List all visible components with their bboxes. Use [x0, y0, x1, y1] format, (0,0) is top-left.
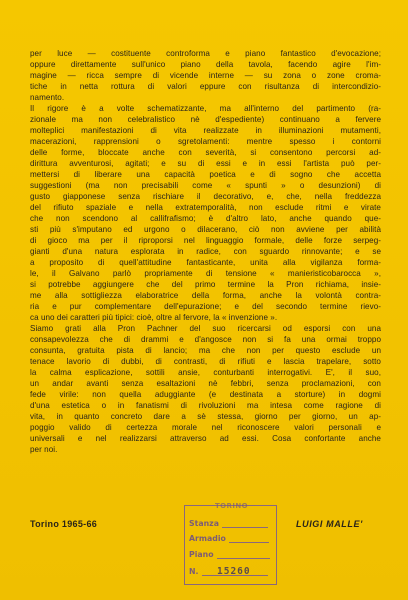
text-line: magine — ricca sempre di vicende interne — su zona o zone croma-	[30, 71, 381, 80]
text-line: dirittura avventurosi, agitati; e su di essi e in essi l'artista può per-	[30, 159, 381, 168]
essay-paragraph	[30, 103, 381, 323]
text-line: gusto giapponese senza rischiare il decorativo, e, che, nella freddezza	[30, 192, 381, 201]
text-line: Il rigore è a volte schematizzante, ma all'interno del partimento (ra-	[30, 104, 381, 113]
stamp-number: 15260	[217, 566, 251, 577]
text-line: del rifiuto spaziale e nella extratemporalità, non esclude ritmi e virate	[30, 203, 381, 212]
stamp-label-piano: Piano	[189, 550, 214, 559]
text-line: universali e nel realizzarsi attraverso ad essi. Cosa confortante anche	[30, 434, 381, 443]
stamp-row-stanza	[189, 516, 268, 528]
text-line: macerazioni, rapprensioni o sgretolamenti: mentre spesso i contorni	[30, 137, 381, 146]
text-line: poggio valido di certezza morale nel riconoscere valori personali e	[30, 423, 381, 432]
stamp-line	[217, 549, 270, 559]
text-line: me alla sottigliezza elaboratrice della forma, anche la volontà contra-	[30, 291, 381, 300]
stamp-label-n: N.	[189, 567, 199, 576]
stamp-line	[229, 533, 269, 543]
library-stamp	[184, 502, 277, 585]
stamp-label-armadio: Armadio	[189, 534, 226, 543]
essay-text	[30, 48, 381, 455]
text-line: oppure direttamente sull'unico piano della tavola, facendo agire l'im-	[30, 60, 381, 69]
text-line: consunta, gratuita pista di lancio; ma che non per questo esclude un	[30, 346, 381, 355]
text-line: gianti d'una natura esplorata in radice, con sguardo rinnovante; e se	[30, 247, 381, 256]
place-date: Torino 1965-66	[30, 519, 98, 529]
stamp-row-armadio	[189, 531, 269, 543]
text-line: si potrebbe aggiungere che del primo termine la Pron richiama, insie-	[30, 280, 381, 289]
text-line: di gioco ma per il riproporsi nel linguaggio formale, delle forze serpeg-	[30, 236, 381, 245]
text-line: sti più s'imputano ed urgono o dilacerano, ciò non avviene per abilità	[30, 225, 381, 234]
text-line: le, il Galvano parlò propriamente di tensione « manieristicobarocca »,	[30, 269, 381, 278]
text-line: ria e pur complementare dell'epurazione; e del secondo termine rievo-	[30, 302, 381, 311]
text-line: la calma esplicazione, sottili ansie, conturbanti interrogativi. E', il suo,	[30, 368, 381, 377]
text-line: che non scendono al callifrafismo; è d'altro lato, anche quando que-	[30, 214, 381, 223]
stamp-header: TORINO	[215, 502, 248, 510]
text-line: mettersi di liberare una capacità poetica e di sogno che accetta	[30, 170, 381, 179]
text-line: d'una estetica o in fanatismi di rivoluzioni ma intesa come ragione di	[30, 401, 381, 410]
text-line: per noi.	[30, 445, 58, 454]
text-line: ca uno dei caratteri più tipici: cioè, oltre al fervore, la « invenzione ».	[30, 313, 278, 322]
text-line: tiche in netta rottura di valori eppure con risultanza di intercondizio-	[30, 82, 381, 91]
text-line: tenace lavorio di dubbi, di contrasti, di rifiuti e lascia trapelare, sotto	[30, 357, 381, 366]
text-line: vita, in quanto concreto dare a sè stessa, giorno per giorno, un ap-	[30, 412, 381, 421]
text-line: Siamo grati alla Pron Pachner del suo ricercarsi od esporsi con una	[30, 324, 381, 333]
text-line: molteplici manifestazioni di vita realizzate in illuminazioni mutamenti,	[30, 126, 381, 135]
text-line: a proposito di quell'attitudine fantasticante, unita alla vigilanza forma-	[30, 258, 381, 267]
text-line: suggestioni (ma non precisabili come « spunti » o desunzioni) di	[30, 181, 381, 190]
text-line: per luce — costituente controforma e piano fantastico d'evocazione;	[30, 49, 381, 58]
stamp-line	[222, 518, 268, 528]
essay-paragraph	[30, 323, 381, 455]
author-signature: LUIGI MALLE'	[296, 519, 363, 529]
text-line: zionale ma non celebralistico nè d'espediente) continuano a fervere	[30, 115, 381, 124]
text-line: un andar avanti senza esaltazioni nè febbri, senza proclamazioni, con	[30, 379, 381, 388]
stamp-label-stanza: Stanza	[189, 519, 219, 528]
essay-paragraph	[30, 48, 381, 103]
text-line: namento.	[30, 93, 65, 102]
text-line: delle forme, bloccate anche con severità, si consentono percorsi ad-	[30, 148, 381, 157]
stamp-row-piano	[189, 547, 270, 559]
text-line: fede virile: non quella aduggiante (e destinata a storture) in dogmi	[30, 390, 381, 399]
text-line: consapevolezza che di drammi e d'angosce non si fa una ormai troppo	[30, 335, 381, 344]
